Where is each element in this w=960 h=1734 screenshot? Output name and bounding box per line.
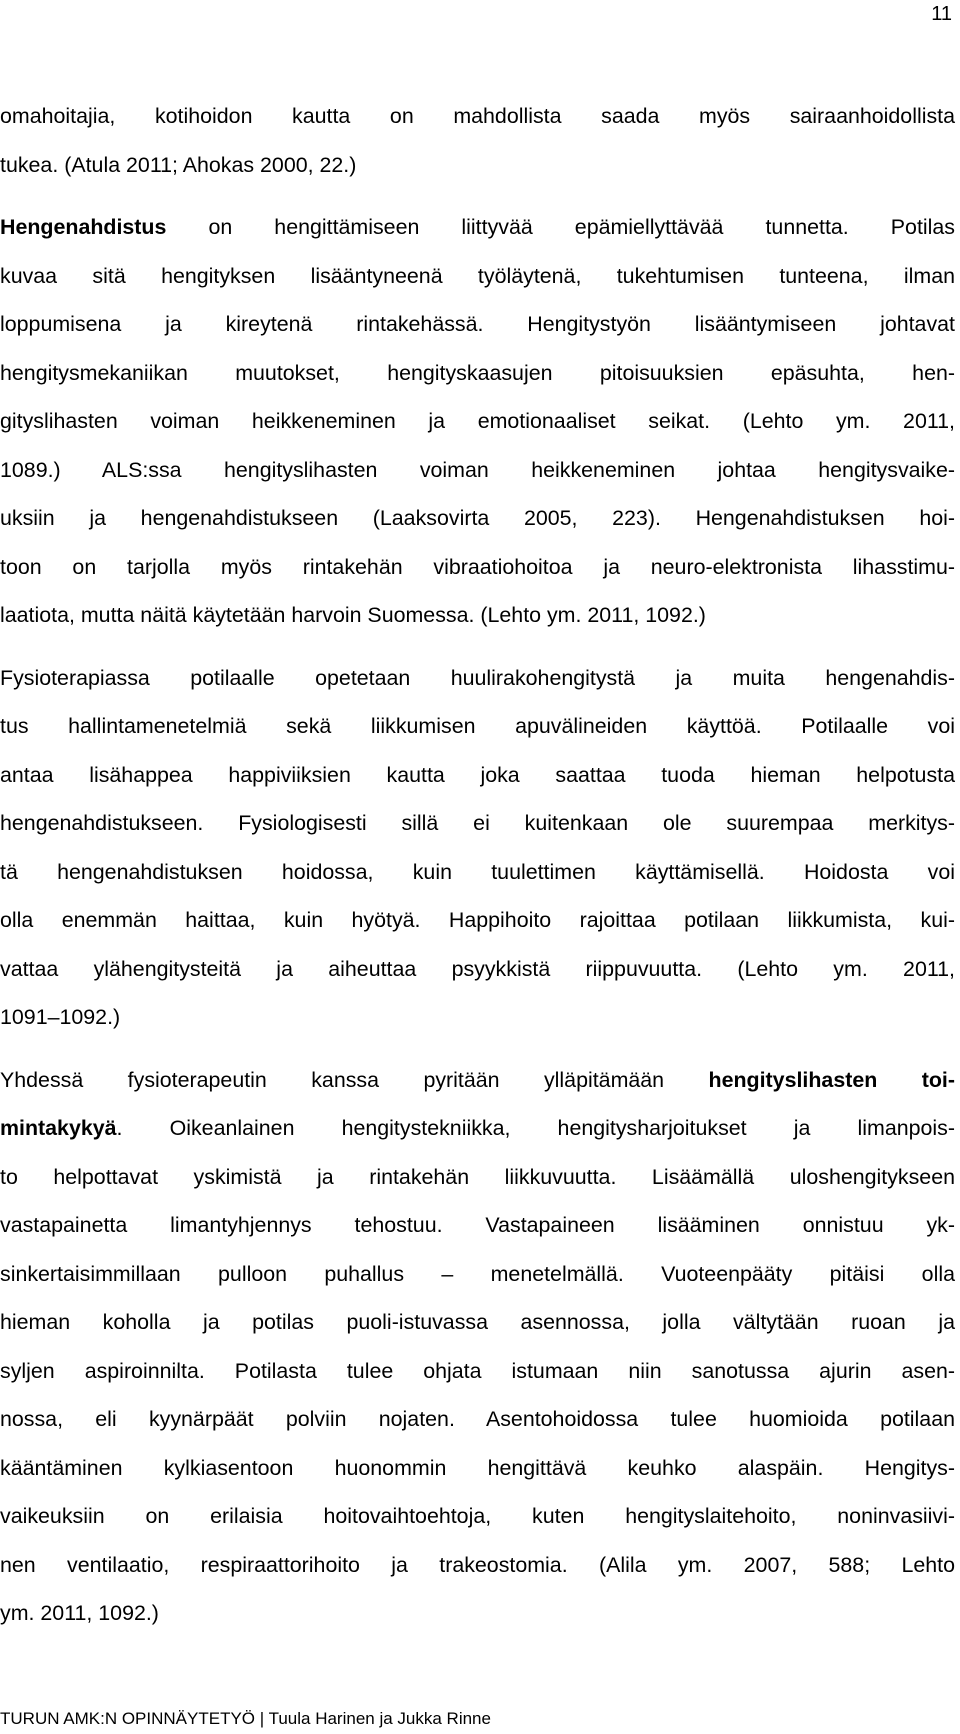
text-run: olla enemmän haittaa, kuin hyötyä. Happihoito rajoittaa potilaan liikkumista, kui- [0, 908, 955, 932]
text-line [0, 252, 955, 301]
text-line [0, 1250, 955, 1299]
text-line [0, 494, 955, 543]
text-run: antaa lisähappea happiviiksien kautta joka saattaa tuoda hieman helpotusta [0, 762, 955, 787]
text-line [0, 702, 955, 751]
text-line [0, 591, 955, 640]
text-line [0, 1541, 955, 1590]
text-run: hengitysmekaniikan muutokset, hengityskaasujen pitoisuuksien epäsuhta, hen- [0, 360, 955, 385]
text-line [0, 654, 955, 703]
paragraph-gap [0, 640, 955, 654]
text-line [0, 896, 955, 945]
text-line [0, 300, 955, 349]
text-line [0, 1153, 955, 1202]
text-line [0, 1444, 955, 1493]
text-run: kuvaa sitä hengityksen lisääntyneenä työläytenä, tukehtumisen tunteena, ilman [0, 263, 955, 288]
text-line [0, 1589, 955, 1638]
text-line [0, 349, 955, 398]
text-run: nossa, eli kyynärpäät polviin nojaten. Asentohoidossa tulee huomioida potilaan [0, 1407, 955, 1431]
text-run: vattaa ylähengitysteitä ja aiheuttaa psyykkistä riippuvuutta. (Lehto ym. 2011, [0, 956, 955, 981]
text-line [0, 1492, 955, 1541]
text-run: hieman koholla ja potilas puoli-istuvassa asennossa, jolla vältytään ruoan ja [0, 1310, 955, 1334]
bold-term: mintakykyä [0, 1116, 117, 1140]
text-line [0, 1104, 955, 1153]
body-text [0, 92, 955, 1638]
paragraph [0, 203, 955, 640]
page-number: 11 [931, 3, 952, 25]
text-run: Fysioterapiassa potilaalle opetetaan huulirakohengitystä ja muita hengenahdis- [0, 665, 955, 690]
text-run: 1091–1092.) [0, 1005, 121, 1029]
text-run: vaikeuksiin on erilaisia hoitovaihtoehtoja, kuten hengityslaitehoito, noninvasiivi- [0, 1504, 955, 1528]
text-line [0, 945, 955, 994]
text-line [0, 1056, 955, 1105]
bold-term: hengityslihasten toi- [708, 1067, 955, 1092]
text-run: laatiota, mutta näitä käytetään harvoin Suomessa. (Lehto ym. 2011, 1092.) [0, 603, 706, 627]
text-line [0, 203, 955, 252]
paragraph [0, 654, 955, 1042]
text-run: on hengittämiseen liittyvää epämiellyttävää tunnetta. Potilas [166, 215, 955, 239]
text-run: kääntäminen kylkiasentoon huonommin hengittävä keuhko alaspäin. Hengitys- [0, 1455, 955, 1480]
paragraph [0, 1056, 955, 1638]
text-line [0, 1395, 955, 1444]
text-run: gityslihasten voiman heikkeneminen ja emotionaaliset seikat. (Lehto ym. 2011, [0, 409, 955, 433]
text-line [0, 848, 955, 897]
text-run: to helpottavat yskimistä ja rintakehän liikkuvuutta. Lisäämällä uloshengitykseen [0, 1164, 955, 1189]
paragraph-gap [0, 1042, 955, 1056]
text-line [0, 446, 955, 495]
text-run: tukea. (Atula 2011; Ahokas 2000, 22.) [0, 152, 357, 177]
text-line [0, 141, 955, 190]
text-run: hengenahdistukseen. Fysiologisesti sillä ei kuitenkaan ole suurempaa merkitys- [0, 811, 955, 835]
bold-term: Hengenahdistus [0, 215, 167, 239]
text-line [0, 543, 955, 592]
page-footer: TURUN AMK:N OPINNÄYTETYÖ | Tuula Harinen ja Jukka Rinne [0, 1709, 491, 1728]
text-line [0, 1347, 955, 1396]
text-run: loppumisena ja kireytenä rintakehässä. Hengitystyön lisääntymiseen johtavat [0, 312, 955, 336]
text-run: 1089.) ALS:ssa hengityslihasten voiman heikkeneminen johtaa hengitysvaike- [0, 457, 955, 482]
text-line [0, 397, 955, 446]
text-run: vastapainetta limantyhjennys tehostuu. Vastapaineen lisääminen onnistuu yk- [0, 1213, 955, 1237]
text-line [0, 799, 955, 848]
text-run: omahoitajia, kotihoidon kautta on mahdollista saada myös sairaanhoidollista [0, 104, 955, 128]
text-line [0, 92, 955, 141]
paragraph-gap [0, 189, 955, 203]
text-line [0, 993, 955, 1042]
text-run: . Oikeanlainen hengitystekniikka, hengitysharjoitukset ja limanpois- [116, 1116, 955, 1140]
text-run: ym. 2011, 1092.) [0, 1601, 159, 1625]
text-run: toon on tarjolla myös rintakehän vibraatiohoitoa ja neuro-elektronista lihasstimu- [0, 554, 955, 579]
text-run: sinkertaisimmillaan pulloon puhallus – menetelmällä. Vuoteenpääty pitäisi olla [0, 1261, 955, 1286]
text-run: nen ventilaatio, respiraattorihoito ja trakeostomia. (Alila ym. 2007, 588; Lehto [0, 1552, 955, 1577]
text-run: Yhdessä fysioterapeutin kanssa pyritään ylläpitämään [0, 1067, 709, 1092]
text-run: tä hengenahdistuksen hoidossa, kuin tuulettimen käyttämisellä. Hoidosta voi [0, 859, 955, 884]
text-line [0, 1201, 955, 1250]
text-run: syljen aspiroinnilta. Potilasta tulee ohjata istumaan niin sanotussa ajurin asen- [0, 1358, 955, 1383]
paragraph [0, 92, 955, 189]
text-line [0, 1298, 955, 1347]
text-run: tus hallintamenetelmiä sekä liikkumisen apuvälineiden käyttöä. Potilaalle voi [0, 714, 955, 738]
text-run: uksiin ja hengenahdistukseen (Laaksovirta 2005, 223). Hengenahdistuksen hoi- [0, 506, 955, 530]
text-line [0, 751, 955, 800]
